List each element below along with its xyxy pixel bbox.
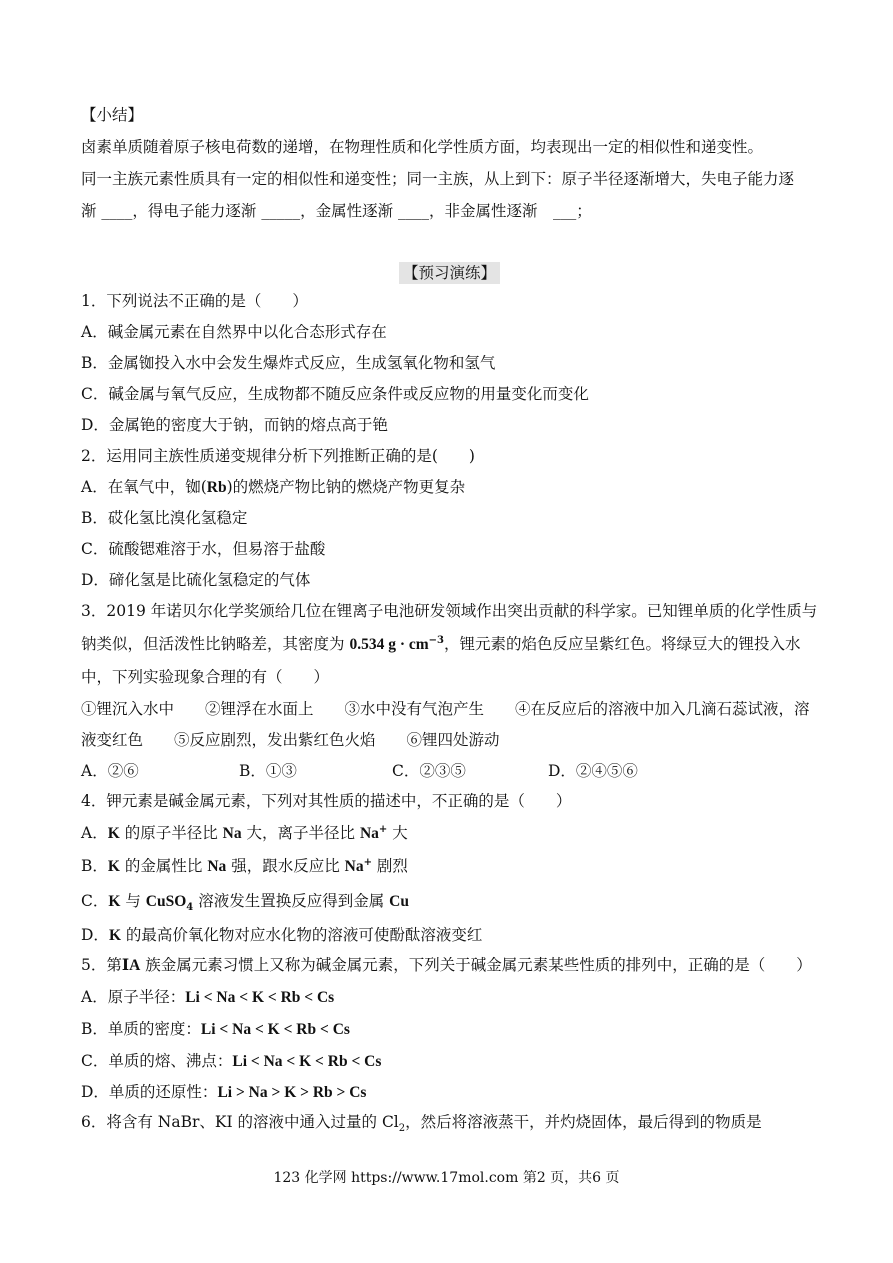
- q3-option-a: A．②⑥: [81, 762, 139, 780]
- summary-line-1: 卤素单质随着原子核电荷数的递增，在物理性质和化学性质方面，均表现出一定的相似性和递变性。: [81, 138, 764, 156]
- q6-stem: 6．将含有 NaBr、KI 的溶液中通入过量的 $Cl_2$，然后将溶液蒸干，并灼烧固体，最后得到的物质是: [81, 1113, 762, 1135]
- q3-option-b: B．①③: [239, 762, 297, 780]
- q4-option-b: B．K 的金属性比 Na 强，跟水反应比 Na+ 剧烈: [81, 856, 408, 875]
- q4-stem: 4．钾元素是碱金属元素，下列对其性质的描述中，不正确的是（ ）: [81, 792, 572, 810]
- q1-stem: 1．下列说法不正确的是（ ）: [81, 292, 308, 310]
- q1-option-b: B．金属铷投入水中会发生爆炸式反应，生成氢氧化物和氢气: [81, 354, 496, 372]
- q4-option-d: D．K 的最高价氧化物对应水化物的溶液可使酚酞溶液变红: [81, 926, 483, 944]
- q5-option-a: A．原子半径：Li < Na < K < Rb < Cs: [81, 988, 335, 1006]
- q2-option-d: D．碲化氢是比硫化氢稳定的气体: [81, 571, 311, 589]
- section-title: 【预习演练】: [399, 262, 500, 284]
- q5-option-b: B．单质的密度：Li < Na < K < Rb < Cs: [81, 1020, 350, 1038]
- q3-options: [81, 760, 638, 782]
- summary-line-3: 渐 ____，得电子能力逐渐 _____，金属性逐渐 ____，非金属性逐渐 ___；: [81, 202, 592, 220]
- q1-option-d: D．金属铯的密度大于钠，而钠的熔点高于铯: [81, 416, 388, 434]
- summary-title: 【小结】: [81, 106, 144, 124]
- q1-option-c: C．碱金属与氧气反应，生成物都不随反应条件或反应物的用量变化而变化: [81, 385, 589, 403]
- q3-option-d: D．②④⑤⑥: [548, 762, 638, 780]
- q3-stem-line-4: ①锂沉入水中 ②锂浮在水面上 ③水中没有气泡产生 ④在反应后的溶液中加入几滴石蕊试液，溶: [81, 700, 810, 718]
- page-footer: 123 化学网 https://www.17mol.com 第2 页，共6 页: [273, 1170, 620, 1186]
- q4-option-a: A．K 的原子半径比 Na 大，离子半径比 Na+ 大: [81, 823, 408, 842]
- q3-stem-line-3: 中，下列实验现象合理的有（ ）: [81, 668, 330, 686]
- q2-option-c: C．硫酸锶难溶于水，但易溶于盐酸: [81, 540, 326, 558]
- q5-option-d: D．单质的还原性：Li > Na > K > Rb > Cs: [81, 1083, 367, 1101]
- q3-stem-line-5: 液变红色 ⑤反应剧烈，发出紫红色火焰 ⑥锂四处游动: [81, 731, 500, 749]
- q5-stem: 5．第ⅠA 族金属元素习惯上又称为碱金属元素，下列关于碱金属元素某些性质的排列中，正确的是（ ）: [81, 956, 812, 974]
- q5-option-c: C．单质的熔、沸点：Li < Na < K < Rb < Cs: [81, 1052, 382, 1070]
- q3-stem-line-2: 钠类似，但活泼性比钠略差，其密度为 0.534 $g \cdot cm^{-3}$，锂元素的焰色反应呈紫红色。将绿豆大的锂投入水: [81, 634, 801, 653]
- q4-option-c: C．K 与 CuSO$_4$ 溶液发生置换反应得到金属 Cu: [81, 892, 409, 914]
- q1-option-a: A．碱金属元素在自然界中以化合态形式存在: [81, 323, 387, 341]
- q3-option-c: C．②③⑤: [392, 762, 466, 780]
- q2-option-a: A．在氧气中，铷(Rb)的燃烧产物比钠的燃烧产物更复杂: [81, 478, 466, 496]
- q3-stem-line-1: 3．2019 年诺贝尔化学奖颁给几位在锂离子电池研发领域作出突出贡献的科学家。已知锂单质的化学性质与: [81, 602, 818, 620]
- summary-line-2: 同一主族元素性质具有一定的相似性和递变性；同一主族，从上到下：原子半径逐渐增大，失电子能力逐: [81, 170, 795, 188]
- q2-stem: 2．运用同主族性质递变规律分析下列推断正确的是( ): [81, 447, 475, 465]
- q2-option-b: B．砹化氢比溴化氢稳定: [81, 509, 248, 527]
